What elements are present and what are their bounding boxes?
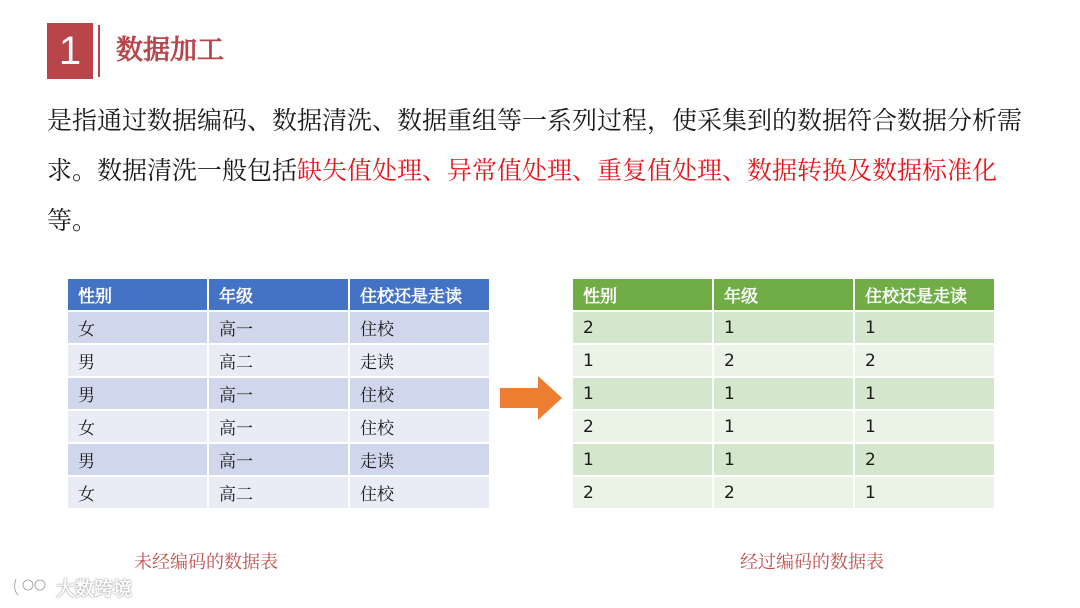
table-cell: 1 [573, 345, 712, 376]
section-number-box [47, 23, 93, 79]
table-cell: 女 [68, 411, 207, 442]
section-number: 1 [58, 28, 82, 73]
page-title: 数据加工 [116, 35, 224, 66]
table-cell: 高一 [209, 378, 348, 409]
table-cell: 住校 [350, 312, 489, 343]
table-cell: 高二 [209, 345, 348, 376]
table-cell: 2 [714, 345, 853, 376]
unencoded-table-caption: 未经编码的数据表 [134, 552, 278, 573]
table-row [573, 345, 994, 376]
column-header-boarding: 住校还是走读 [855, 279, 994, 310]
table-cell: 2 [855, 444, 994, 475]
table-row [68, 411, 489, 442]
table-cell: 1 [855, 477, 994, 508]
table-cell: 2 [855, 345, 994, 376]
description-text-1: 是指通过数据编码、数据清洗、数据重组等一系列过程，使采集到的数据符合数据分析需求。数据清洗一般包括 [47, 106, 1023, 185]
table-cell: 1 [573, 378, 712, 409]
table-cell: 走读 [350, 345, 489, 376]
right-arrow-icon [500, 376, 562, 420]
table-cell: 住校 [350, 378, 489, 409]
table-row [68, 345, 489, 376]
table-row [68, 378, 489, 409]
table-cell: 2 [573, 411, 712, 442]
table-cell: 男 [68, 444, 207, 475]
table-cell: 女 [68, 312, 207, 343]
unencoded-data-table [66, 277, 491, 510]
table-row [573, 444, 994, 475]
table-cell: 1 [855, 411, 994, 442]
table-cell: 高一 [209, 312, 348, 343]
table-cell: 女 [68, 477, 207, 508]
table-row [68, 477, 489, 508]
table-row [68, 312, 489, 343]
table-cell: 1 [714, 411, 853, 442]
column-header-boarding: 住校还是走读 [350, 279, 489, 310]
table-cell: 1 [714, 312, 853, 343]
table-cell: 住校 [350, 477, 489, 508]
table-row [573, 378, 994, 409]
table-cell: 住校 [350, 411, 489, 442]
column-header-grade: 年级 [209, 279, 348, 310]
table-cell: 男 [68, 345, 207, 376]
encoded-table-caption: 经过编码的数据表 [740, 552, 884, 573]
watermark-logo-icon [12, 575, 52, 599]
table-cell: 男 [68, 378, 207, 409]
table-row [573, 477, 994, 508]
table-cell: 1 [855, 378, 994, 409]
table-cell: 2 [573, 477, 712, 508]
description-highlight: 缺失值处理、异常值处理、重复值处理、数据转换及数据标准化 [297, 156, 998, 185]
table-cell: 高一 [209, 444, 348, 475]
table-cell: 2 [573, 312, 712, 343]
watermark-text: 大数跨境 [56, 577, 133, 600]
table-cell: 1 [573, 444, 712, 475]
description-paragraph [47, 96, 1037, 246]
table-header-row [68, 279, 489, 310]
table-cell: 走读 [350, 444, 489, 475]
description-text-2: 等。 [47, 206, 98, 235]
table-row [573, 411, 994, 442]
watermark [12, 574, 132, 600]
table-row [68, 444, 489, 475]
table-header-row [573, 279, 994, 310]
table-cell: 高一 [209, 411, 348, 442]
table-cell: 1 [714, 378, 853, 409]
table-cell: 高二 [209, 477, 348, 508]
title-divider [98, 25, 100, 77]
column-header-gender: 性别 [68, 279, 207, 310]
column-header-gender: 性别 [573, 279, 712, 310]
table-cell: 1 [714, 444, 853, 475]
table-cell: 1 [855, 312, 994, 343]
table-cell: 2 [714, 477, 853, 508]
column-header-grade: 年级 [714, 279, 853, 310]
table-row [573, 312, 994, 343]
encoded-data-table [571, 277, 996, 510]
